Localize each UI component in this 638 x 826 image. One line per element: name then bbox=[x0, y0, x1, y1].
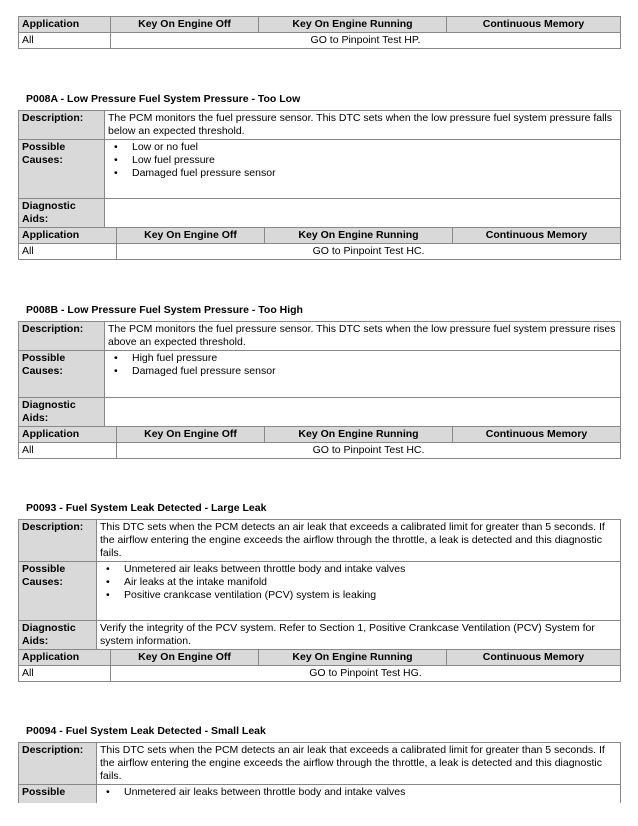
cause-item bbox=[108, 141, 617, 154]
application-row bbox=[19, 244, 621, 260]
cm-col-header: Continuous Memory bbox=[453, 228, 621, 243]
cause-item bbox=[100, 786, 617, 799]
application-header-row bbox=[19, 650, 621, 666]
causes-row bbox=[19, 562, 621, 621]
causes-sub-label: Causes: bbox=[22, 576, 63, 588]
diagnostic-aids-text: Verify the integrity of the PCV system. Refer to Section 1, Positive Crankcase Ventilation (PCV) System for system information. bbox=[97, 621, 621, 649]
cause-text: High fuel pressure bbox=[132, 352, 218, 364]
description-text: This DTC sets when the PCM detects an air leak that exceeds a calibrated limit for greater than 5 seconds. If the airflow entering the engine exceeds the airflow through the throttle, a leak is detected and this diagnostic fails. bbox=[97, 743, 621, 784]
application-value: All bbox=[19, 244, 117, 259]
possible-label: Possible bbox=[19, 785, 97, 803]
cause-item bbox=[108, 154, 617, 167]
diagnostic-aids-row bbox=[19, 621, 621, 650]
cause-text: Low or no fuel bbox=[132, 141, 198, 153]
aids-label: Aids: bbox=[22, 635, 49, 647]
description-text: The PCM monitors the fuel pressure sensor. This DTC sets when the low pressure fuel system pressure falls below an expected threshold. bbox=[105, 111, 621, 139]
diagnostic-label: Diagnostic bbox=[22, 622, 76, 634]
cause-text: Unmetered air leaks between throttle body and intake valves bbox=[124, 563, 406, 575]
description-label: Description: bbox=[19, 520, 97, 561]
bullet-icon: • bbox=[114, 352, 118, 364]
bullet-icon: • bbox=[106, 589, 110, 601]
application-row bbox=[19, 33, 621, 49]
description-label: Description: bbox=[19, 111, 105, 139]
diagnostic-label: Diagnostic bbox=[22, 200, 76, 212]
pinpoint-test-link[interactable]: GO to Pinpoint Test HC. bbox=[117, 244, 621, 259]
dtc-heading: P0093 - Fuel System Leak Detected - Large Leak bbox=[26, 502, 267, 514]
application-row bbox=[19, 443, 621, 459]
description-text: The PCM monitors the fuel pressure sensor. This DTC sets when the low pressure fuel system pressure rises above an expected threshold. bbox=[105, 322, 621, 350]
causes-list bbox=[108, 352, 617, 378]
cause-text: Unmetered air leaks between throttle body and intake valves bbox=[124, 786, 406, 798]
dtc-table-p008b bbox=[18, 321, 621, 459]
causes-row bbox=[19, 785, 621, 803]
koer-col-header: Key On Engine Running bbox=[265, 427, 453, 442]
causes-label bbox=[19, 351, 105, 397]
diagnostic-aids-label bbox=[19, 199, 105, 227]
causes-row bbox=[19, 351, 621, 398]
dtc-heading: P0094 - Fuel System Leak Detected - Small Leak bbox=[26, 725, 266, 737]
diagnostic-aids-label bbox=[19, 621, 97, 649]
application-row bbox=[19, 666, 621, 682]
pinpoint-test-link[interactable]: GO to Pinpoint Test HG. bbox=[111, 666, 621, 681]
cause-text: Positive crankcase ventilation (PCV) system is leaking bbox=[124, 589, 377, 601]
diagnostic-aids-text bbox=[105, 199, 621, 227]
koer-col-header: Key On Engine Running bbox=[259, 650, 447, 665]
causes-list-cell bbox=[97, 562, 621, 620]
application-col-header: Application bbox=[19, 650, 111, 665]
bullet-icon: • bbox=[114, 141, 118, 153]
cause-text: Air leaks at the intake manifold bbox=[124, 576, 267, 588]
cause-text: Low fuel pressure bbox=[132, 154, 215, 166]
application-col-header: Application bbox=[19, 228, 117, 243]
description-row bbox=[19, 520, 621, 562]
causes-sub-label: Causes: bbox=[22, 365, 63, 377]
dtc-table-p008a bbox=[18, 110, 621, 260]
koeo-col-header: Key On Engine Off bbox=[111, 650, 259, 665]
cm-col-header: Continuous Memory bbox=[447, 17, 621, 32]
description-row bbox=[19, 322, 621, 351]
pinpoint-test-link[interactable]: GO to Pinpoint Test HC. bbox=[117, 443, 621, 458]
causes-list bbox=[100, 563, 617, 602]
cause-item bbox=[108, 365, 617, 378]
aids-label: Aids: bbox=[22, 213, 49, 225]
bullet-icon: • bbox=[114, 154, 118, 166]
dtc-table-p0093 bbox=[18, 519, 621, 682]
application-col-header: Application bbox=[19, 17, 111, 32]
application-value: All bbox=[19, 443, 117, 458]
diagnostic-aids-row bbox=[19, 199, 621, 228]
application-value: All bbox=[19, 33, 111, 48]
koeo-col-header: Key On Engine Off bbox=[111, 17, 259, 32]
diagnostic-aids-row bbox=[19, 398, 621, 427]
cm-col-header: Continuous Memory bbox=[447, 650, 621, 665]
description-row bbox=[19, 111, 621, 140]
cause-item bbox=[108, 352, 617, 365]
application-header-row bbox=[19, 228, 621, 244]
diagnostic-aids-label bbox=[19, 398, 105, 426]
koer-col-header: Key On Engine Running bbox=[259, 17, 447, 32]
causes-label bbox=[19, 562, 97, 620]
description-row bbox=[19, 743, 621, 785]
pinpoint-test-link[interactable]: GO to Pinpoint Test HP. bbox=[111, 33, 621, 48]
application-header-row bbox=[19, 17, 621, 33]
bullet-icon: • bbox=[106, 576, 110, 588]
causes-list-cell bbox=[97, 785, 621, 803]
bullet-icon: • bbox=[114, 365, 118, 377]
dtc-table-p0094 bbox=[18, 742, 621, 803]
application-col-header: Application bbox=[19, 427, 117, 442]
koeo-col-header: Key On Engine Off bbox=[117, 427, 265, 442]
top-application-table bbox=[18, 16, 621, 49]
dtc-heading: P008A - Low Pressure Fuel System Pressure - Too Low bbox=[26, 93, 301, 105]
koer-col-header: Key On Engine Running bbox=[265, 228, 453, 243]
cm-col-header: Continuous Memory bbox=[453, 427, 621, 442]
bullet-icon: • bbox=[114, 167, 118, 179]
causes-label bbox=[19, 140, 105, 198]
description-label: Description: bbox=[19, 743, 97, 784]
koeo-col-header: Key On Engine Off bbox=[117, 228, 265, 243]
causes-list bbox=[108, 141, 617, 180]
cause-item bbox=[100, 589, 617, 602]
possible-label: Possible bbox=[22, 563, 66, 575]
cause-text: Damaged fuel pressure sensor bbox=[132, 167, 276, 179]
description-text: This DTC sets when the PCM detects an air leak that exceeds a calibrated limit for greater than 5 seconds. If the airflow entering the engine exceeds the airflow through the throttle, a leak is detected and this diagnostic fails. bbox=[97, 520, 621, 561]
causes-list-cell bbox=[105, 351, 621, 397]
dtc-heading: P008B - Low Pressure Fuel System Pressure - Too High bbox=[26, 304, 303, 316]
diagnostic-label: Diagnostic bbox=[22, 399, 76, 411]
cause-text: Damaged fuel pressure sensor bbox=[132, 365, 276, 377]
causes-sub-label: Causes: bbox=[22, 154, 63, 166]
causes-list-cell bbox=[105, 140, 621, 198]
diagnostic-aids-text bbox=[105, 398, 621, 426]
causes-row bbox=[19, 140, 621, 199]
aids-label: Aids: bbox=[22, 412, 49, 424]
application-value: All bbox=[19, 666, 111, 681]
application-header-row bbox=[19, 427, 621, 443]
bullet-icon: • bbox=[106, 563, 110, 575]
causes-list bbox=[100, 786, 617, 799]
possible-label: Possible bbox=[22, 352, 66, 364]
possible-label: Possible bbox=[22, 141, 66, 153]
cause-item bbox=[108, 167, 617, 180]
cause-item bbox=[100, 563, 617, 576]
cause-item bbox=[100, 576, 617, 589]
bullet-icon: • bbox=[106, 786, 110, 798]
description-label: Description: bbox=[19, 322, 105, 350]
